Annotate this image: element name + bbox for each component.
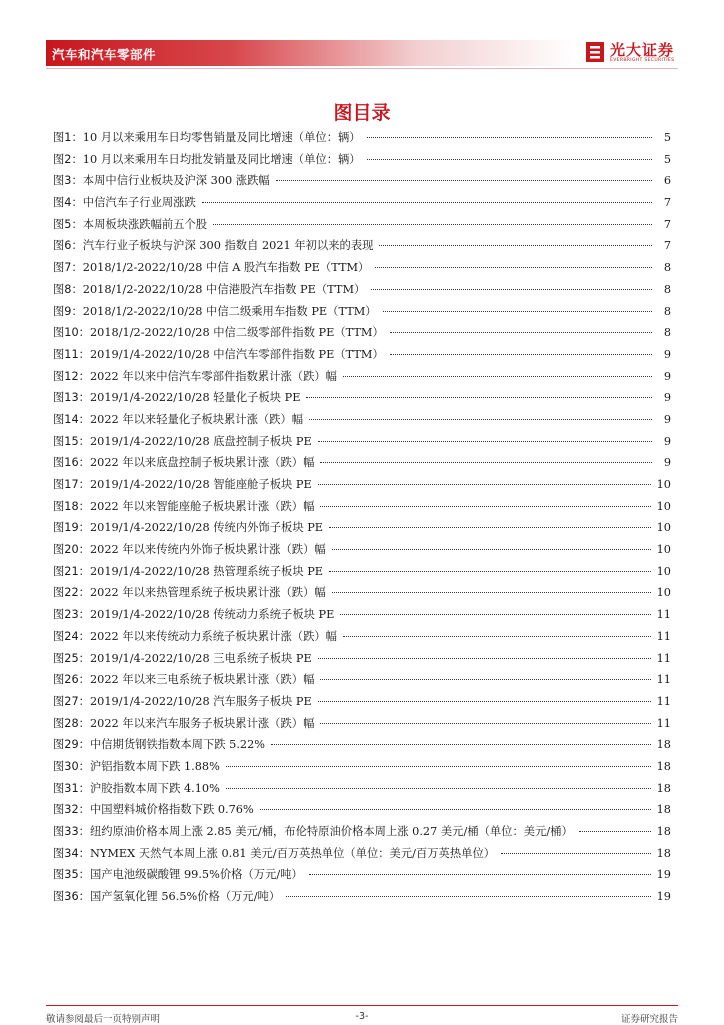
toc-entry-title [53,801,254,817]
toc-figure-number: 图22： [53,586,90,600]
toc-leader-dots [213,224,652,225]
toc-figure-caption: 2022 年以来轻量化子板块累计涨（跌）幅 [89,412,304,426]
toc-page-number: 11 [656,716,671,730]
toc-figure-number: 图5： [53,217,83,231]
toc-leader-dots [329,527,651,528]
toc-figure-caption: 中信期货钢铁指数本周下跌 5.22% [89,738,266,752]
header-divider [46,68,678,69]
toc-figure-caption: 2022 年以来智能座舱子板块累计涨（跌）幅 [89,499,315,513]
section-label: 汽车和汽车零部件 [52,47,157,62]
toc-entry[interactable] [53,172,671,194]
footer-divider [46,1005,678,1006]
toc-figure-number: 图12： [53,369,90,383]
toc-figure-number: 图8： [53,282,83,296]
toc-leader-dots [383,311,652,312]
toc-leader-dots [306,397,652,398]
toc-leader-dots [318,658,651,659]
toc-figure-caption: 2019/1/4-2022/10/28 汽车服务子板块 PE [89,694,312,708]
toc-entry[interactable] [53,758,671,780]
toc-figure-number: 图11： [53,347,90,361]
footer-disclaimer: 敬请参阅最后一页特别声明 [46,1014,161,1025]
toc-entry[interactable] [53,628,671,650]
toc-figure-number: 图6： [53,239,83,253]
toc-leader-dots [271,744,651,745]
toc-page-number: 9 [663,369,671,383]
toc-figure-number: 图19： [53,521,90,535]
toc-entry-title [53,303,377,319]
toc-page-number: 8 [663,304,671,318]
toc-entry[interactable] [53,194,671,216]
toc-page-number: 7 [663,217,671,231]
toc-figure-caption: 中信汽车子行业周涨跌 [82,196,196,210]
toc-page-number: 10 [656,586,671,600]
toc-entry-title [53,389,300,405]
toc-figure-caption: 2018/1/2-2022/10/28 中信港股汽车指数 PE（TTM） [82,282,366,296]
toc-leader-dots [320,679,650,680]
toc-entry-title [53,237,373,253]
toc-entry-title [53,476,312,492]
toc-entry-title [53,866,303,882]
toc-figure-caption: 2022 年以来汽车服务子板块累计涨（跌）幅 [89,716,315,730]
toc-figure-caption: 2019/1/4-2022/10/28 智能座舱子板块 PE [89,478,312,491]
toc-figure-caption: 沪胶指数本周下跌 4.10% [89,781,220,795]
toc-page-number: 7 [663,239,671,253]
toc-entry-title [53,194,196,210]
toc-page-number: 8 [663,326,671,340]
toc-figure-caption: 纽约原油价格本周上涨 2.85 美元/桶，布伦特原油价格本周上涨 0.27 美元/桶（单位：美元/桶） [89,825,573,838]
toc-figure-number: 图25： [53,651,90,665]
toc-entry-title [53,823,573,839]
toc-entry-title [53,736,265,752]
toc-figure-number: 图23： [53,608,90,622]
company-logo [584,38,684,68]
page-title: 图目录 [333,102,391,124]
toc-figure-number: 图35： [53,868,90,882]
toc-entry-title [53,324,384,340]
logo-subtitle: EVERBRIGHT SECURITIES [610,58,675,63]
toc-page-number: 5 [663,152,671,166]
toc-leader-dots [260,809,651,810]
toc-leader-dots [375,267,652,268]
toc-entry-title [53,259,369,275]
toc-entry[interactable] [53,801,671,823]
toc-entry-title [53,628,337,644]
toc-figure-caption: 本周中信行业板块及沪深 300 涨跌幅 [82,174,270,188]
toc-entry[interactable] [53,433,671,455]
toc-leader-dots [309,419,652,420]
toc-leader-dots [367,159,652,160]
toc-entry-title [53,888,280,904]
toc-entry-title [53,671,314,687]
toc-entry[interactable] [53,736,671,758]
toc-entry-title [53,541,326,557]
toc-page-number: 11 [656,651,671,665]
toc-leader-dots [320,506,650,507]
toc-figure-caption: 国产氢氧化锂 56.5%价格（万元/吨） [89,890,281,904]
toc-leader-dots [343,376,652,377]
toc-leader-dots [343,636,651,637]
figure-list [53,129,671,910]
toc-entry-title [53,129,361,145]
toc-page-number: 19 [656,868,671,882]
toc-page-number: 7 [663,196,671,210]
toc-figure-number: 图24： [53,629,90,643]
toc-entry[interactable] [53,519,671,541]
toc-entry[interactable] [53,888,671,910]
toc-figure-number: 图20： [53,543,90,557]
toc-leader-dots [329,571,651,572]
toc-figure-caption: 2022 年以来中信汽车零部件指数累计涨（跌）幅 [89,369,337,383]
footer-report-type: 证券研究报告 [620,1014,678,1025]
toc-leader-dots [318,441,652,442]
toc-leader-dots [286,896,650,897]
toc-entry[interactable] [53,563,671,585]
toc-entry[interactable] [53,324,671,346]
toc-leader-dots [579,831,651,832]
toc-figure-number: 图14： [53,412,90,426]
toc-entry-title [53,715,314,731]
toc-entry[interactable] [53,346,671,368]
toc-figure-caption: 汽车行业子板块与沪深 300 指数自 2021 年初以来的表现 [82,239,374,253]
toc-entry[interactable] [53,715,671,737]
toc-entry[interactable] [53,151,671,173]
toc-figure-caption: NYMEX 天然气本周上涨 0.81 美元/百万英热单位（单位：美元/百万英热单位） [89,846,496,860]
toc-figure-caption: 2019/1/4-2022/10/28 中信汽车零部件指数 PE（TTM） [89,347,384,361]
toc-figure-caption: 2022 年以来三电系统子板块累计涨（跌）幅 [89,673,315,687]
toc-entry-title [53,172,270,188]
toc-entry-title [53,281,365,297]
toc-figure-number: 图34： [53,846,90,860]
toc-leader-dots [340,614,650,615]
toc-figure-number: 图10： [53,326,90,340]
toc-entry-title [53,433,312,449]
toc-figure-number: 图7： [53,261,83,275]
toc-figure-caption: 沪铝指数本周下跌 1.88% [89,759,220,773]
toc-page-number: 5 [663,131,671,144]
toc-figure-number: 图17： [53,478,90,491]
toc-page-number: 10 [656,521,671,535]
toc-entry-title [53,563,323,579]
toc-figure-caption: 2019/1/4-2022/10/28 轻量化子板块 PE [89,391,301,405]
page-number: -3- [355,1011,369,1022]
toc-entry[interactable] [53,606,671,628]
toc-figure-number: 图33： [53,825,90,838]
toc-figure-number: 图32： [53,803,90,817]
toc-figure-caption: 10 月以来乘用车日均零售销量及同比增速（单位：辆） [82,131,361,144]
toc-leader-dots [332,549,651,550]
toc-page-number: 19 [656,890,671,904]
toc-leader-dots [226,766,651,767]
toc-page-number: 9 [663,412,671,426]
toc-page-number: 6 [663,174,671,188]
toc-figure-number: 图30： [53,759,90,773]
toc-entry-title [53,346,384,362]
toc-page-number: 10 [656,564,671,578]
toc-entry[interactable] [53,671,671,693]
toc-page-number: 11 [656,629,671,643]
toc-page-number: 11 [656,608,671,622]
toc-entry[interactable] [53,498,671,520]
toc-entry-title [53,584,326,600]
toc-figure-caption: 10 月以来乘用车日均批发销量及同比增速（单位：辆） [82,152,361,166]
toc-entry-title [53,411,303,427]
toc-page-number: 11 [656,694,671,708]
toc-entry-title [53,606,334,622]
toc-figure-number: 图29： [53,738,90,752]
toc-figure-number: 图21： [53,564,90,578]
toc-leader-dots [276,180,652,181]
toc-entry[interactable] [53,303,671,325]
toc-page-number: 18 [656,825,671,838]
toc-entry-title [53,454,314,470]
toc-leader-dots [226,788,651,789]
toc-entry[interactable] [53,845,671,867]
toc-figure-caption: 2019/1/4-2022/10/28 传统内外饰子板块 PE [89,521,324,535]
toc-leader-dots [390,354,652,355]
toc-entry[interactable] [53,866,671,888]
toc-leader-dots [318,484,651,485]
toc-leader-dots [309,874,651,875]
toc-page-number: 18 [656,803,671,817]
toc-figure-number: 图26： [53,673,90,687]
toc-figure-caption: 2018/1/2-2022/10/28 中信二级乘用车指数 PE（TTM） [82,304,377,318]
toc-entry-title [53,216,207,232]
toc-entry[interactable] [53,454,671,476]
toc-figure-number: 图16： [53,456,90,470]
toc-figure-caption: 国产电池级碳酸锂 99.5%价格（万元/吨） [89,868,303,882]
toc-figure-caption: 2019/1/4-2022/10/28 传统动力系统子板块 PE [89,608,335,622]
toc-figure-number: 图36： [53,890,90,904]
toc-entry[interactable] [53,780,671,802]
toc-figure-caption: 2019/1/4-2022/10/28 三电系统子板块 PE [89,651,312,665]
toc-page-number: 10 [656,499,671,513]
toc-figure-caption: 2018/1/2-2022/10/28 中信二级零部件指数 PE（TTM） [89,326,384,340]
toc-entry[interactable] [53,476,671,498]
toc-leader-dots [371,289,652,290]
toc-entry[interactable] [53,368,671,390]
toc-page-number: 10 [656,478,671,491]
toc-figure-number: 图15： [53,434,90,448]
toc-figure-caption: 2018/1/2-2022/10/28 中信 A 股汽车指数 PE（TTM） [82,261,370,275]
toc-figure-number: 图1： [53,131,83,144]
toc-leader-dots [202,202,652,203]
toc-figure-number: 图28： [53,716,90,730]
toc-entry[interactable] [53,281,671,303]
toc-figure-caption: 2019/1/4-2022/10/28 热管理系统子板块 PE [89,564,324,578]
toc-leader-dots [367,137,652,138]
toc-figure-number: 图9： [53,304,83,318]
toc-entry[interactable] [53,129,671,151]
toc-entry-title [53,151,361,167]
toc-page-number: 18 [656,759,671,773]
toc-entry[interactable] [53,541,671,563]
toc-figure-number: 图2： [53,152,83,166]
toc-leader-dots [320,462,652,463]
logo-name: 光大证券 [610,41,675,59]
toc-page-number: 18 [656,738,671,752]
toc-entry[interactable] [53,259,671,281]
toc-entry[interactable] [53,693,671,715]
toc-entry[interactable] [53,411,671,433]
toc-entry-title [53,498,314,514]
toc-entry[interactable] [53,237,671,259]
toc-figure-number: 图31： [53,781,90,795]
toc-page-number: 9 [663,434,671,448]
toc-page-number: 10 [656,543,671,557]
toc-entry-title [53,780,220,796]
toc-page-number: 18 [656,781,671,795]
toc-page-number: 9 [663,347,671,361]
toc-leader-dots [318,701,651,702]
toc-entry[interactable] [53,650,671,672]
toc-entry-title [53,650,312,666]
toc-figure-caption: 2022 年以来传统动力系统子板块累计涨（跌）幅 [89,629,337,643]
toc-entry-title [53,368,337,384]
toc-entry[interactable] [53,584,671,606]
toc-figure-number: 图18： [53,499,90,513]
toc-leader-dots [501,853,651,854]
toc-figure-caption: 2022 年以来底盘控制子板块累计涨（跌）幅 [89,456,315,470]
toc-entry-title [53,845,495,861]
toc-page-number: 11 [656,673,671,687]
toc-entry-title [53,758,220,774]
toc-figure-number: 图13： [53,391,90,405]
toc-entry[interactable] [53,216,671,238]
toc-page-number: 9 [663,456,671,470]
toc-entry[interactable] [53,389,671,411]
toc-entry-title [53,693,312,709]
toc-figure-number: 图27： [53,694,90,708]
everbright-logo-icon [584,40,606,64]
toc-figure-caption: 2022 年以来热管理系统子板块累计涨（跌）幅 [89,586,326,600]
toc-leader-dots [379,245,652,246]
toc-figure-caption: 2019/1/4-2022/10/28 底盘控制子板块 PE [89,434,312,448]
toc-figure-number: 图4： [53,196,83,210]
toc-leader-dots [390,332,652,333]
toc-entry-title [53,519,323,535]
toc-page-number: 8 [663,282,671,296]
toc-leader-dots [320,723,650,724]
toc-leader-dots [332,592,651,593]
toc-figure-caption: 中国塑料城价格指数下跌 0.76% [89,803,254,817]
toc-page-number: 18 [656,846,671,860]
toc-figure-caption: 2022 年以来传统内外饰子板块累计涨（跌）幅 [89,543,326,557]
toc-page-number: 9 [663,391,671,405]
toc-page-number: 8 [663,261,671,275]
toc-entry[interactable] [53,823,671,845]
toc-figure-number: 图3： [53,174,83,188]
toc-figure-caption: 本周板块涨跌幅前五个股 [82,217,208,231]
